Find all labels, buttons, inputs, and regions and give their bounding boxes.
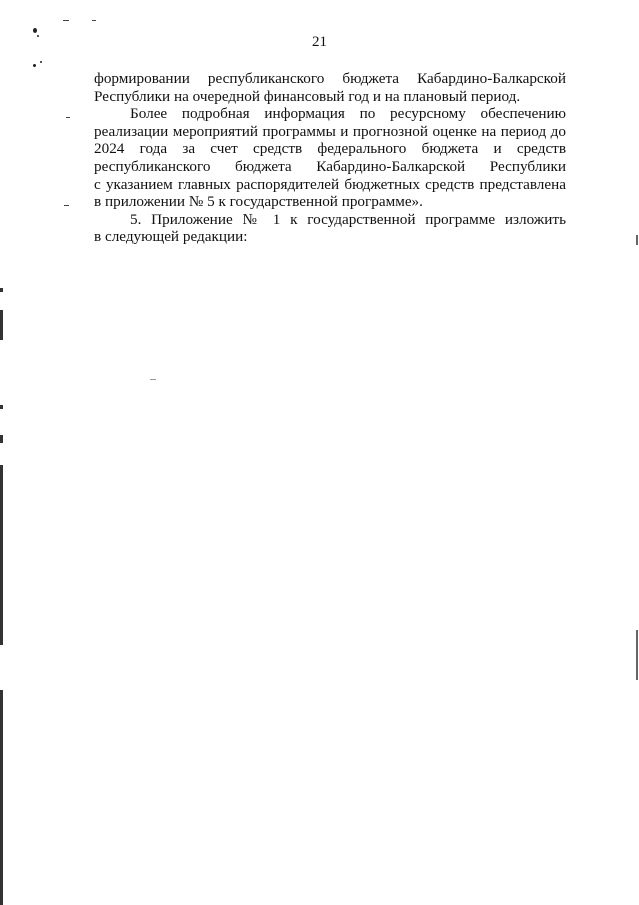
scan-mark — [150, 379, 156, 380]
scan-speck — [37, 35, 39, 37]
text-line: Республики на очередной финансовый год и на плановый период. — [94, 87, 521, 105]
text-line: в следующей редакции: — [94, 228, 248, 246]
text-line: с указанием главных распорядителей бюджетных средств представлена — [94, 175, 566, 193]
scan-mark — [64, 205, 69, 206]
scan-mark — [63, 20, 69, 21]
scan-speck — [40, 61, 42, 63]
scan-edge — [0, 310, 3, 340]
scan-mark — [66, 117, 70, 118]
scan-speck — [33, 64, 36, 67]
text-line: Более подробная информация по ресурсному обеспечению — [130, 105, 566, 123]
text-line: 2024 года за счет средств федерального бюджета и средств — [94, 140, 566, 158]
scan-mark — [92, 20, 96, 21]
scan-edge — [0, 288, 3, 292]
text-line: 5. Приложение № 1 к государственной программе изложить — [130, 210, 566, 228]
document-body — [94, 70, 566, 246]
scan-edge — [636, 630, 638, 680]
scan-edge — [636, 235, 638, 245]
scan-edge — [0, 465, 3, 645]
scan-edge — [0, 435, 3, 443]
text-line: формировании республиканского бюджета Кабардино-Балкарской — [94, 70, 566, 87]
text-line: реализации мероприятий программы и прогнозной оценке на период до — [94, 122, 566, 140]
text-line: республиканского бюджета Кабардино-Балкарской Республики — [94, 157, 566, 175]
scan-speck — [33, 28, 37, 33]
page-number: 21 — [312, 34, 327, 50]
scan-edge — [0, 690, 3, 905]
scan-edge — [0, 405, 3, 409]
text-line: в приложении № 5 к государственной программе». — [94, 193, 423, 211]
